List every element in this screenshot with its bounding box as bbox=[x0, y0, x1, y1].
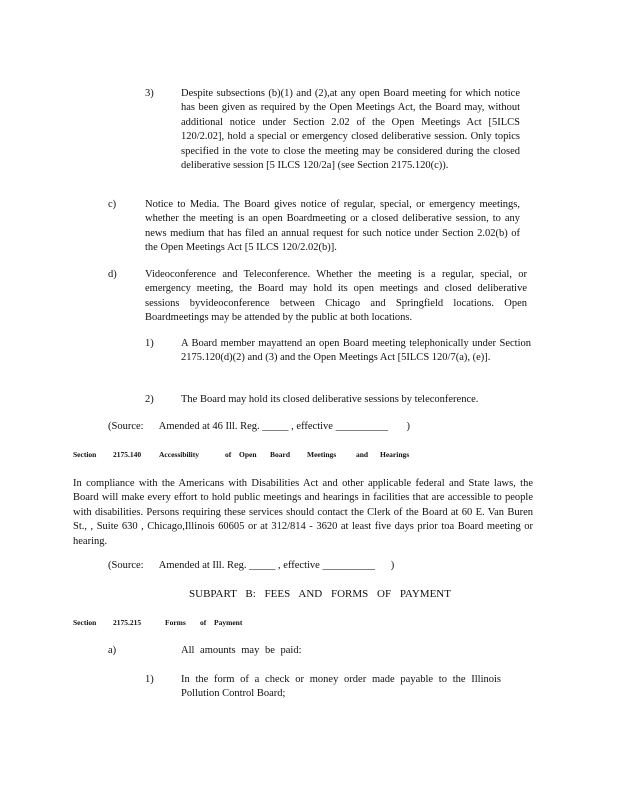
item-number-d: d) bbox=[108, 269, 117, 280]
section-title-word: of bbox=[200, 618, 207, 627]
item-number-d1: 1) bbox=[145, 338, 154, 349]
paragraph-d1: A Board member mayattend an open Board meeting telephonically under Section 2175.120(d)(2) and (3) and the Open Meetings Act [5ILCS 120/7(a), (e)]. bbox=[181, 338, 531, 364]
section-title-word: Open bbox=[239, 450, 257, 459]
section-title-word: of bbox=[225, 450, 232, 459]
source-text: Amended at 46 Ill. Reg. bbox=[158, 421, 260, 432]
section-title-word: Meetings bbox=[307, 450, 337, 459]
item-number-b3: 3) bbox=[145, 88, 154, 99]
effective-label: , effective bbox=[291, 421, 333, 432]
section-title-word: Board bbox=[270, 450, 291, 459]
source-note-1 bbox=[108, 420, 410, 434]
paragraph-d: Videoconference and Teleconference. Whether the meeting is a regular, special, or emergency meeting, the Board may hold its open meetings and closed deliberative sessions byvideoconference between Chicago and Springfield locations. Open Boardmeetings may be attended by the public at both locations. bbox=[145, 269, 527, 324]
reg-blank: _____ bbox=[249, 560, 276, 571]
section-heading-215 bbox=[73, 618, 273, 628]
effective-blank: __________ bbox=[322, 560, 375, 571]
source-close: ) bbox=[390, 560, 395, 571]
subpart-title: SUBPART B: FEES AND FORMS OF PAYMENT bbox=[189, 588, 451, 600]
source-close: ) bbox=[406, 421, 410, 432]
item-number-a: a) bbox=[108, 645, 117, 656]
section-number: 2175.140 bbox=[113, 450, 142, 459]
section-title-word: Payment bbox=[214, 618, 243, 627]
source-note-2 bbox=[108, 559, 394, 573]
paragraph-d2: The Board may hold its closed deliberative sessions by teleconference. bbox=[181, 394, 479, 405]
paragraph-c: Notice to Media. The Board gives notice of regular, special, or emergency meetings, whether the meeting is an open Boardmeeting or a closed deliberative session, to any news medium that has filed an annual request for such notice under Section 2.02(b) of the Open Meetings Act [5 ILCS 120/2.02(b)]. bbox=[145, 199, 520, 254]
paragraph-a1: In the form of a check or money order made payable to the Illinois Pollution Control Board; bbox=[181, 674, 501, 700]
section-title-word: Accessibility bbox=[159, 450, 199, 459]
effective-blank: __________ bbox=[335, 421, 389, 432]
section-word: Section bbox=[73, 450, 97, 459]
source-label: (Source: bbox=[108, 421, 144, 432]
source-label: (Source: bbox=[108, 560, 144, 571]
item-number-d2: 2) bbox=[145, 394, 154, 405]
section-number: 2175.215 bbox=[113, 618, 142, 627]
item-number-c: c) bbox=[108, 199, 117, 210]
section-title-word: and bbox=[356, 450, 369, 459]
section-title-word: Hearings bbox=[380, 450, 410, 459]
effective-label: , effective bbox=[278, 560, 320, 571]
reg-blank: _____ bbox=[262, 421, 289, 432]
paragraph-a: All amounts may be paid: bbox=[181, 645, 302, 656]
item-number-a1: 1) bbox=[145, 674, 154, 685]
section-heading-140 bbox=[73, 450, 433, 460]
paragraph-b3: Despite subsections (b)(1) and (2),at any open Board meeting for which notice has been given as required by the Open Meetings Act, the Board may, without additional notice under Section 2.02 of the Open Meetings Act [5ILCS 120/2.02], hold a special or emergency closed deliberative session. Only topics specified in the vote to close the meeting may be considered during the closed deliberative session [5 ILCS 120/2a] (see Section 2175.120(c)). bbox=[181, 88, 520, 172]
section-word: Section bbox=[73, 618, 97, 627]
paragraph-accessibility: In compliance with the Americans with Disabilities Act and other applicable federal and State laws, the Board will make every effort to hold public meetings and hearings in facilities that are accessible to people with disabilities. Persons requiring these services should contact the Clerk of the Board at 60 E. Van Buren St., , Suite 630 , Chicago,Illinois 60605 or at 312/814 - 3620 at least five days prior toa Board meeting or hearing. bbox=[73, 478, 533, 547]
source-text: Amended at Ill. Reg. bbox=[158, 560, 247, 571]
section-title-word: Forms bbox=[165, 618, 186, 627]
